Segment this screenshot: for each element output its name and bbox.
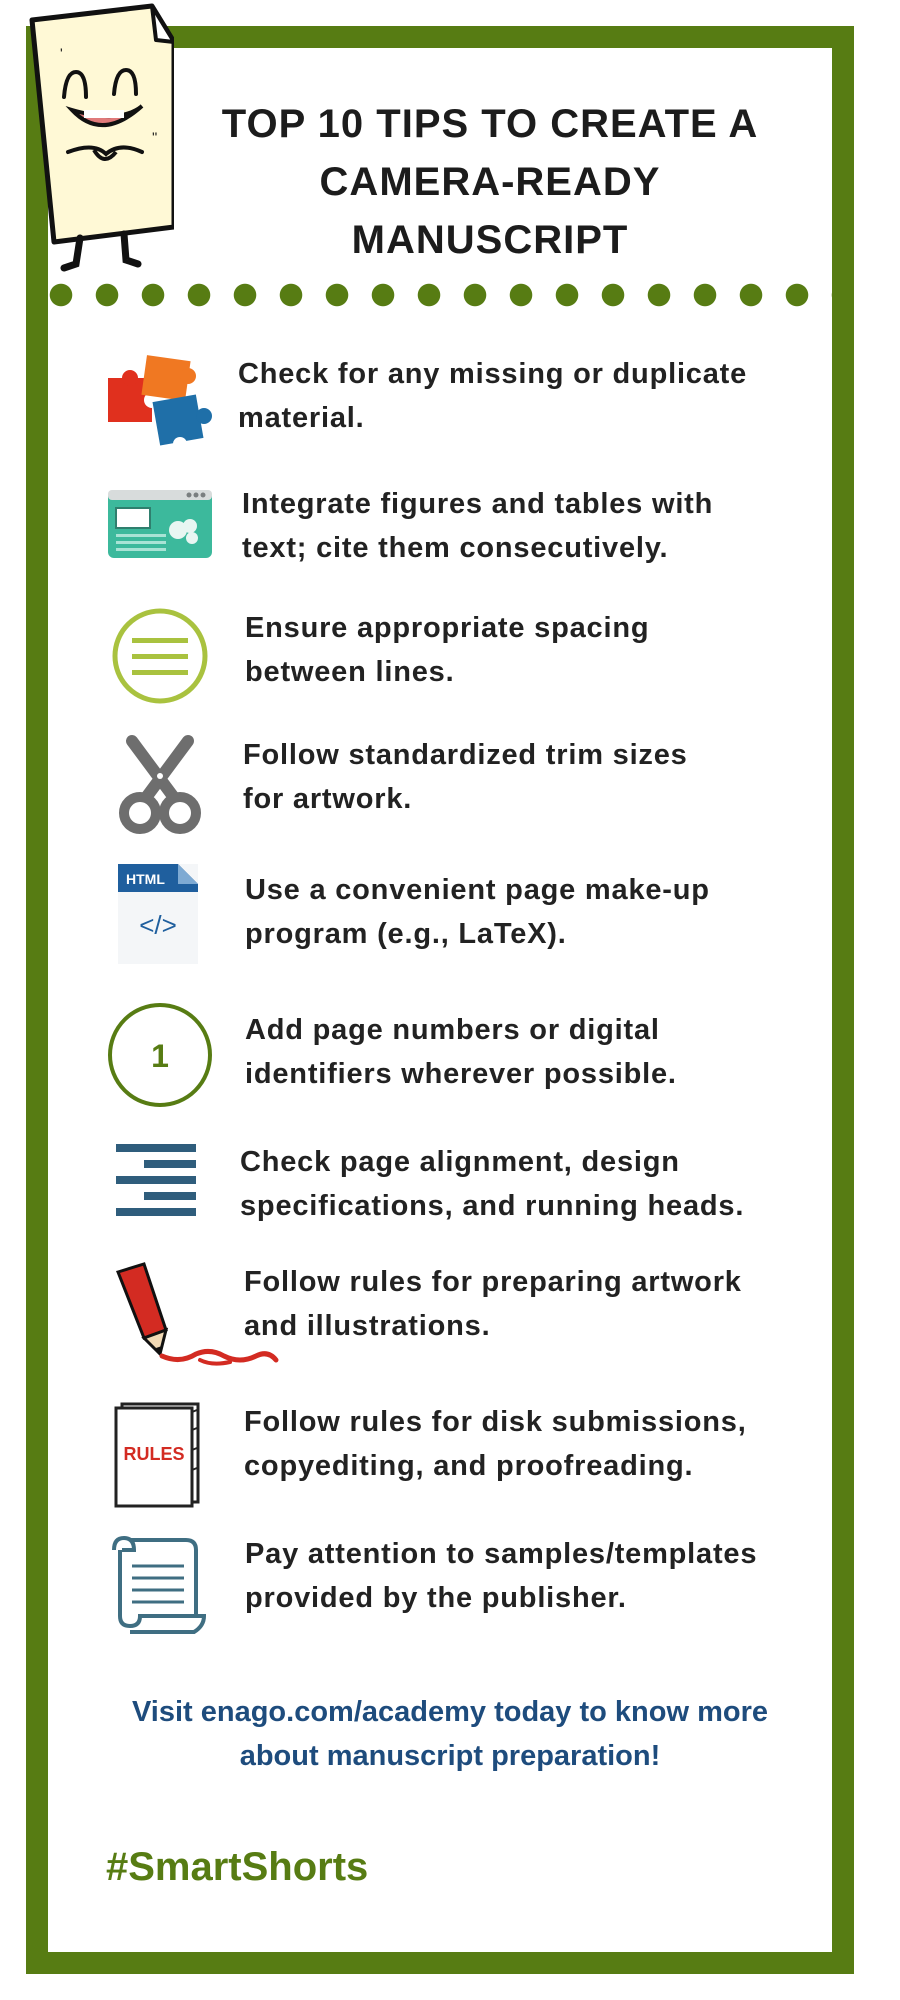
scissors-icon bbox=[100, 733, 225, 843]
tip-text: Use a convenient page make-up program (e.g., LaTeX). bbox=[245, 874, 710, 950]
tip-item bbox=[100, 733, 830, 843]
tip-text: Integrate figures and tables with text; cite them consecutively. bbox=[242, 488, 714, 564]
tip-text: Add page numbers or digital identifiers wherever possible. bbox=[245, 1014, 677, 1090]
tip-item bbox=[100, 1400, 830, 1510]
tip-item bbox=[100, 1130, 830, 1240]
call-to-action: Visit enago.com/academy today to know more about manuscript preparation! bbox=[131, 1696, 769, 1772]
tip-item bbox=[100, 606, 830, 716]
tip-text: Check page alignment, design specifications, and running heads. bbox=[240, 1146, 745, 1222]
title-line: MANUSCRIPT bbox=[351, 218, 629, 262]
html-label: HTML bbox=[126, 871, 165, 887]
tip-text: Follow standardized trim sizes for artwork. bbox=[243, 739, 688, 815]
svg-text:': ' bbox=[60, 45, 63, 61]
puzzle-pieces-icon bbox=[100, 350, 225, 460]
tip-item bbox=[100, 1532, 830, 1642]
rules-label: RULES bbox=[123, 1444, 185, 1464]
code-glyph: </> bbox=[139, 910, 177, 940]
scroll-icon bbox=[100, 1532, 225, 1642]
tip-text: Follow rules for preparing artwork and illustrations. bbox=[244, 1266, 742, 1342]
title-line: TOP 10 TIPS TO CREATE A bbox=[221, 102, 759, 146]
tip-text: Pay attention to samples/templates provided by the publisher. bbox=[245, 1538, 758, 1614]
page-title bbox=[180, 95, 800, 269]
hashtag: #SmartShorts bbox=[106, 1845, 369, 1889]
tip-item bbox=[100, 862, 830, 972]
html-file-icon bbox=[100, 862, 225, 972]
svg-text:'': '' bbox=[152, 129, 158, 145]
title-line: CAMERA-READY bbox=[319, 160, 661, 204]
tip-text: Ensure appropriate spacing between lines. bbox=[245, 612, 650, 688]
tip-item bbox=[100, 350, 830, 460]
page-number-label: 1 bbox=[151, 1038, 169, 1074]
dotted-divider bbox=[26, 283, 854, 307]
page-number-icon bbox=[100, 1000, 225, 1110]
tip-text: Follow rules for disk submissions, copyediting, and proofreading. bbox=[244, 1406, 747, 1482]
tip-item bbox=[100, 1260, 830, 1370]
paper-mascot-icon bbox=[24, 2, 174, 272]
align-right-icon bbox=[100, 1130, 225, 1240]
tip-item bbox=[100, 478, 830, 588]
tip-item bbox=[100, 1000, 830, 1110]
rules-book-icon bbox=[100, 1400, 225, 1510]
line-spacing-icon bbox=[100, 606, 225, 716]
tip-text: Check for any missing or duplicate material. bbox=[238, 358, 748, 434]
layout-window-icon bbox=[100, 478, 225, 588]
